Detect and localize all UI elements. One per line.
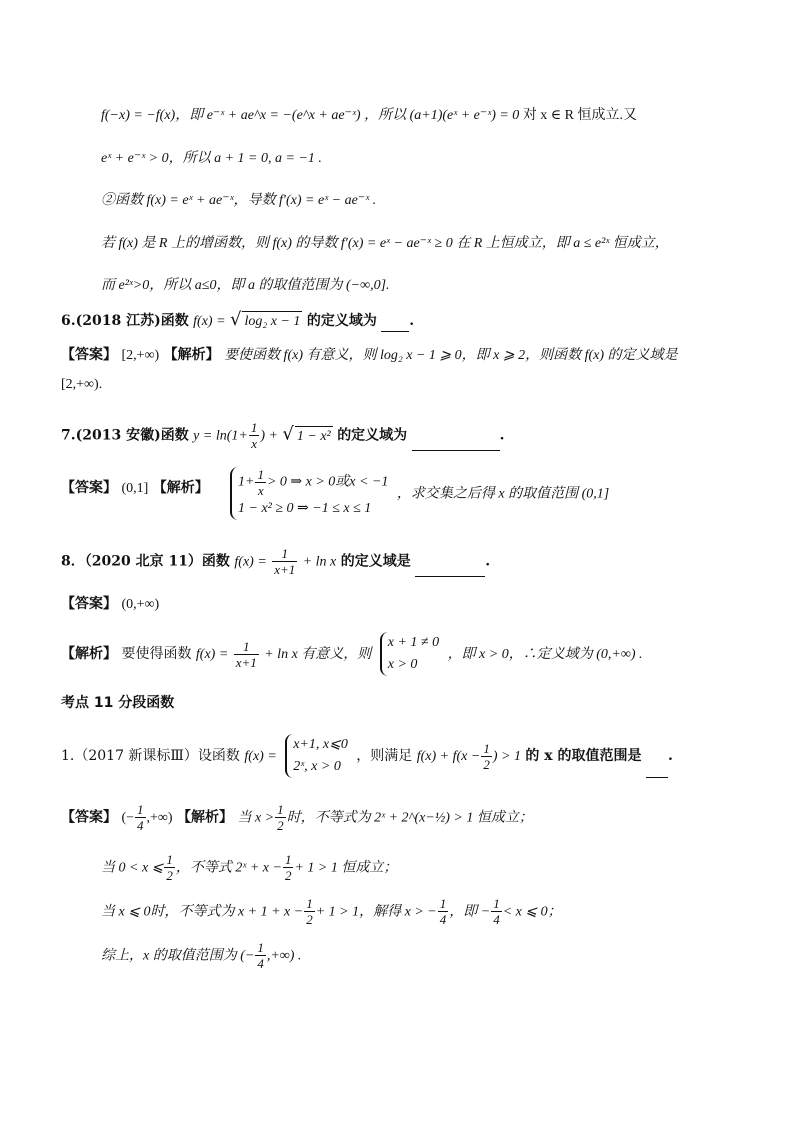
equation-system: 1+ $\frac{1}{x}$ > 0 ⇒ x > 0或x < −1 1 − x² ≥ 0 ⇒ −1 ≤ x ≤ 1 <box>230 467 388 520</box>
answer-tag: 【答案】 <box>61 809 117 826</box>
question-8-answer <box>61 594 159 615</box>
fraction: $\frac{1}{4}$ <box>137 802 144 833</box>
question-6-label: 6.(2018 江苏)函数 <box>61 313 189 329</box>
question-7-func-post: ) + <box>260 428 278 444</box>
fraction: $\frac{1}{4}$ <box>493 896 500 927</box>
question-1-answer: 【答案】 (− $\frac{1}{4}$ ,+∞) 【解析】 当 x > $\frac{1}{2}$ 时，不等式为 2ˣ + 2^(x−½) > 1 恒成立； <box>61 802 533 833</box>
question-8-analysis-tail: ，即 x > 0，∴定义域为 (0,+∞) . <box>447 647 643 662</box>
line-3: ②函数 f(x) = eˣ + ae⁻ˣ，导数 f′(x) = eˣ − ae⁻ˣ . <box>101 193 377 208</box>
question-8-analysis-func: f(x) = <box>195 647 229 662</box>
fraction: $\frac{1}{2}$ <box>166 852 173 883</box>
answer-blank <box>415 576 485 577</box>
analysis-line-4: 综上，x 的取值范围为 (− $\frac{1}{4}$ ,+∞) . <box>101 940 302 971</box>
section-title: 考点 11 分段函数 <box>61 695 175 711</box>
question-8-analysis <box>61 632 642 676</box>
equation-system: x + 1 ≠ 0 x > 0 <box>380 632 439 676</box>
fraction: $\frac{1}{4}$ <box>257 940 264 971</box>
question-7-func-pre: y = ln(1+ <box>193 428 248 444</box>
line-4: 若 f(x) 是 R 上的增函数，则 f(x) 的导数 f′(x) = eˣ − ae⁻ˣ ≥ 0 在 R 上恒成立，即 a ≤ e²ˣ 恒成立， <box>101 236 669 251</box>
answer-tag: 【答案】 <box>61 596 117 612</box>
question-8-analysis-pre: 要使得函数 <box>121 646 192 662</box>
question-6: 6.(2018 江苏)函数 f(x) = √ log₂ x − 1 的定义域为 . <box>61 309 415 330</box>
fraction: $\frac{1}{2}$ <box>483 740 490 772</box>
fraction: $\frac{1}{x+1}$ <box>235 638 257 670</box>
line-1-equation-2: (a+1)(eˣ + e⁻ˣ) = 0 <box>409 108 520 123</box>
question-8-func-post: + ln x <box>302 554 337 570</box>
question-1-label: 1.（2017 新课标Ⅲ）设函数 <box>61 748 240 764</box>
question-7-answer-value: (0,1] <box>121 481 149 496</box>
question-6-answer-value: [2,+∞) <box>121 348 160 363</box>
question-8-label: 8．（2020 北京 11）函数 <box>61 553 230 570</box>
line-5: 而 e²ˣ>0，所以 a≤0，即 a 的取值范围为 (−∞,0]. <box>101 278 390 293</box>
sqrt-icon: √ <box>282 423 294 445</box>
question-1-ineq-post: ) > 1 <box>492 749 521 764</box>
question-1-answer-value: ,+∞) <box>146 810 173 826</box>
question-7-system <box>226 467 609 520</box>
analysis-tag: 【解析】 <box>163 347 220 363</box>
question-8-suffix: 的定义域是 <box>340 553 411 570</box>
fraction: $\frac{1}{2}$ <box>277 802 284 833</box>
sqrt-icon: √ <box>229 309 242 330</box>
fraction: $\frac{1}{x+1}$ <box>274 546 296 577</box>
question-1: 1.（2017 新课标Ⅲ）设函数 f(x) = x+1, x⩽0 2ˣ, x > 0 ，则满足 f(x) + f(x − $\frac{1}{2}$ ) > 1 的 x 的取值范围是 . <box>61 734 673 778</box>
question-1-suffix: 的 x 的取值范围是 <box>525 748 642 764</box>
question-1-func: f(x) = <box>244 749 277 764</box>
analysis-line-2: 当 0 < x ⩽ $\frac{1}{2}$ ，不等式 2ˣ + x − $\frac{1}{2}$ + 1 > 1 恒成立； <box>101 852 398 883</box>
question-7-radicand: 1 − x² <box>295 426 333 447</box>
answer-blank <box>381 331 409 332</box>
question-6-function: f(x) = <box>193 314 226 329</box>
question-6-radicand: log₂ x − 1 <box>242 311 302 332</box>
fraction: $\frac{1}{2}$ <box>284 852 292 883</box>
line-1-prefix: f(−x) = −f(x)，即 <box>101 108 204 123</box>
fraction: $\frac{1}{2}$ <box>306 896 313 927</box>
question-8-analysis-post: + ln x 有意义，则 <box>264 647 372 662</box>
question-6-suffix: 的定义域为 <box>306 313 377 329</box>
question-7-answer <box>61 478 209 499</box>
answer-tag: 【答案】 <box>61 347 117 363</box>
question-7-label: 7.(2013 安徽)函数 <box>61 427 189 444</box>
line-1-equation: e⁻ˣ + ae^x = −(e^x + ae⁻ˣ) <box>206 108 361 123</box>
answer-blank <box>646 777 668 778</box>
question-7: 7.(2013 安徽)函数 y = ln(1+ $\frac{1}{x}$ ) + √ 1 − x² 的定义域为 . <box>61 420 505 451</box>
fraction: $\frac{1}{4}$ <box>439 896 447 927</box>
line-1-suffix: 对 x ∈ R 恒成立.又 <box>522 108 638 123</box>
line-1-mid: ，所以 <box>364 108 407 123</box>
analysis-tag: 【解析】 <box>177 809 234 826</box>
analysis-tag: 【解析】 <box>152 480 209 496</box>
question-7-suffix: 的定义域为 <box>337 427 408 444</box>
question-8-func: f(x) = <box>234 554 267 570</box>
question-6-analysis-2: [2,+∞). <box>61 377 103 392</box>
analysis-tag: 【解析】 <box>61 646 117 662</box>
analysis-line-3: 当 x ⩽ 0时，不等式为 x + 1 + x − $\frac{1}{2}$ + 1 > 1，解得 x > − $\frac{1}{4}$ ，即 − $\frac{1}{4}$ < x ⩽ 0； <box>101 896 562 927</box>
line-1 <box>101 106 637 126</box>
question-1-mid: ，则满足 <box>356 748 413 764</box>
question-6-answer <box>61 345 678 366</box>
analysis-line-1: 时，不等式为 2ˣ + 2^(x−½) > 1 恒成立； <box>286 810 533 826</box>
answer-blank <box>412 450 500 451</box>
fraction: $\frac{1}{x}$ <box>250 420 258 451</box>
line-2: eˣ + e⁻ˣ > 0，所以 a + 1 = 0, a = −1 . <box>101 151 322 166</box>
question-8: 8．（2020 北京 11）函数 f(x) = $\frac{1}{x+1}$ + ln x 的定义域是 . <box>61 546 491 577</box>
answer-tag: 【答案】 <box>61 480 117 496</box>
equation-system: x+1, x⩽0 2ˣ, x > 0 <box>285 734 348 778</box>
question-1-ineq-pre: f(x) + f(x − <box>416 749 481 764</box>
question-8-answer-value: (0,+∞) <box>121 597 160 612</box>
question-6-analysis: 要使函数 f(x) 有意义，则 log₂ x − 1 ⩾ 0，即 x ⩾ 2，则函数 f(x) 的定义域是 <box>224 348 678 363</box>
question-7-analysis-tail: ，求交集之后得 x 的取值范围 (0,1] <box>396 486 610 502</box>
